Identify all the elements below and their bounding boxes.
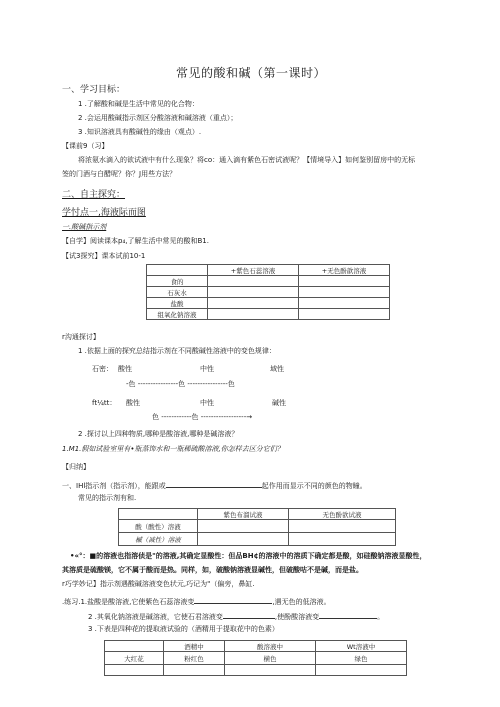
tip-line: r巧学妙记】指示剂遇酸碱溶液变色状元,巧记为"（偏旁，鼻缸.	[62, 580, 255, 588]
table-row-label: 石灰水	[147, 287, 208, 298]
fill-blank[interactable]	[223, 611, 275, 619]
point-heading: 学忖点一,海液际而图	[62, 208, 146, 218]
table-header-cell: 酒精中	[164, 641, 225, 652]
section-heading-goals: 一、学习目标：	[62, 85, 126, 95]
table-row-label: 大红花	[105, 652, 164, 665]
review-text: 将浓氨水滴入的欲试液中有什么现象？将co：通入滴有紫色石密试液呢？【情境导入】如何鉴别留房中的无标	[78, 156, 416, 164]
table-cell: 绿色	[316, 652, 407, 665]
litmus-name: 石密：	[92, 365, 113, 373]
table-header-cell: 酸溶液中	[225, 641, 316, 652]
table-header-row	[105, 641, 407, 652]
table-row	[105, 652, 407, 665]
experiment-table	[146, 264, 390, 320]
review-text-continued: 签的门酒与白醋呢？你？J用些方法？	[62, 170, 177, 178]
table-cell: 粉红色	[164, 652, 225, 665]
note-line: 其溶质是硫酸镁，它不属于酸而是热。同样，如，破酸钠溶液显碱性，但破酸咕不是碱，而是盐。	[62, 566, 363, 574]
table-header-cell: Wt溶液中	[316, 641, 407, 652]
goal-item: 1 .了解酸和碱是生活中常见的化合物：	[78, 100, 199, 108]
table-cell	[316, 665, 407, 676]
summary-text: 常见的指示剂有和.	[78, 494, 137, 502]
table-cell[interactable]	[299, 287, 390, 298]
litmus-neutral: 中性	[200, 365, 214, 373]
table-cell	[225, 665, 316, 676]
goal-item: 2 .会运用酸碱指示剂区分酸溶液和碱溶液（重点）；	[78, 114, 238, 122]
practice-text: 。	[377, 613, 385, 621]
litmus-acid: 酸性	[118, 365, 132, 373]
table-row-label: 组氧化钠溶液	[147, 309, 208, 320]
table-cell	[164, 665, 225, 676]
summary-line	[62, 480, 367, 490]
table-cell[interactable]	[198, 520, 289, 533]
discussion-question: 1 .依据上面的探究总结指示剂在不同酸碱性溶液中的变色规律：	[78, 347, 276, 355]
summary-text: 一、IHl指示剂（指示剂），能跟或	[62, 482, 166, 490]
table-header-row	[147, 265, 390, 276]
page-title: 常见的酸和碱（第一课时）	[176, 66, 327, 80]
table-cell	[105, 665, 164, 676]
table-row	[105, 665, 407, 676]
table-row	[147, 276, 390, 287]
flower-table	[104, 640, 407, 676]
table-cell: 横色	[225, 652, 316, 665]
self-study-text: 【自学】阅读课本p₄,了解生活中常见的酸和B1.	[62, 237, 209, 245]
practice-line: 3 .下表是四种花的提取液试验的（酒精用于提取花中的色素）	[88, 625, 279, 633]
phenol-neutral: 中性	[200, 399, 214, 407]
practice-line	[62, 596, 331, 606]
table-cell[interactable]	[299, 309, 390, 320]
table-row-label: 盐酸	[147, 298, 208, 309]
practice-text: .练习.1.盐酸是酸溶液,它使紫色石蕊溶液变	[62, 598, 195, 606]
table-cell[interactable]	[299, 276, 390, 287]
table-header-cell: 无色酚欲试液	[289, 509, 396, 520]
phenol-base: 碱性	[272, 399, 286, 407]
practice-text: 2 .其氧化钠溶液是碱溶液，它使石君溶液变	[88, 613, 223, 621]
phenol-name: ft¼tt：	[92, 399, 117, 407]
table-row-label: 酸（酸性）溶液	[119, 520, 198, 533]
table-header-cell	[147, 265, 208, 276]
discussion-question: 2 .探讨以上四种物质,哪种是酸溶液,哪种是碱溶液？	[78, 430, 239, 438]
discussion-question: 1.M1.假如试验室里有•瓶蒸饰水和一瓶稀硫酸溶液,你怎样去区分它们？	[62, 445, 284, 453]
experiment-text: 【试3探究】课本试前10-1	[62, 252, 146, 260]
practice-line	[88, 611, 384, 621]
table-row	[119, 520, 396, 533]
section-heading-explore: 二、自主探究：	[62, 190, 126, 200]
table-cell[interactable]	[289, 520, 396, 533]
table-cell[interactable]	[289, 533, 396, 546]
table-row-label: 槭（减性）溶液	[119, 533, 198, 546]
table-row	[147, 309, 390, 320]
goal-item: 3 .知识溶液具有酸碱性的缘由（观点）.	[78, 128, 202, 136]
table-cell[interactable]	[198, 533, 289, 546]
litmus-color-line: -色 ----------------色 ----------------色	[126, 380, 235, 388]
discussion-label: r沟通探讨】	[62, 333, 100, 341]
table-cell[interactable]	[208, 309, 299, 320]
note-line: •«°：■的溶液也指溶侦是"的溶液,其确定显酸性：但品BH¢的溶液中的溶质下确定都是酸，如硅酸钠溶液显酸性，	[70, 552, 427, 560]
table-cell[interactable]	[299, 298, 390, 309]
table-header-cell: 紫色布溜试液	[198, 509, 289, 520]
table-cell[interactable]	[208, 298, 299, 309]
phenol-color-line: 色 ------------色 ------------------→	[152, 413, 253, 421]
summary-label: 【归纳】	[62, 463, 90, 471]
table-header-cell: +无色酚歆溶液	[299, 265, 390, 276]
table-row-label: 食的	[147, 276, 208, 287]
table-cell[interactable]	[208, 287, 299, 298]
practice-text: ,使酚酸溶液变	[274, 613, 320, 621]
fill-blank[interactable]	[319, 611, 377, 619]
review-label: 【课前9（习】	[62, 142, 109, 150]
summary-text: 起作用而显示不同的颜色的物瞳。	[261, 482, 367, 490]
table-header-row	[119, 509, 396, 520]
table-header-cell: +紫色石蕊溶液	[208, 265, 299, 276]
fill-blank[interactable]	[166, 480, 262, 488]
subsection-indicator: 一.酸碱指示剂	[62, 223, 107, 231]
phenol-acid: 酸性	[126, 399, 140, 407]
indicator-table	[118, 508, 396, 546]
fill-blank[interactable]	[194, 596, 272, 604]
table-cell[interactable]	[208, 276, 299, 287]
table-row	[119, 533, 396, 546]
table-header-cell	[119, 509, 198, 520]
litmus-base: 域性	[270, 365, 284, 373]
table-row	[147, 298, 390, 309]
practice-text: ,遇无色的低溶液。	[272, 598, 331, 606]
table-header-cell	[105, 641, 164, 652]
table-row	[147, 287, 390, 298]
